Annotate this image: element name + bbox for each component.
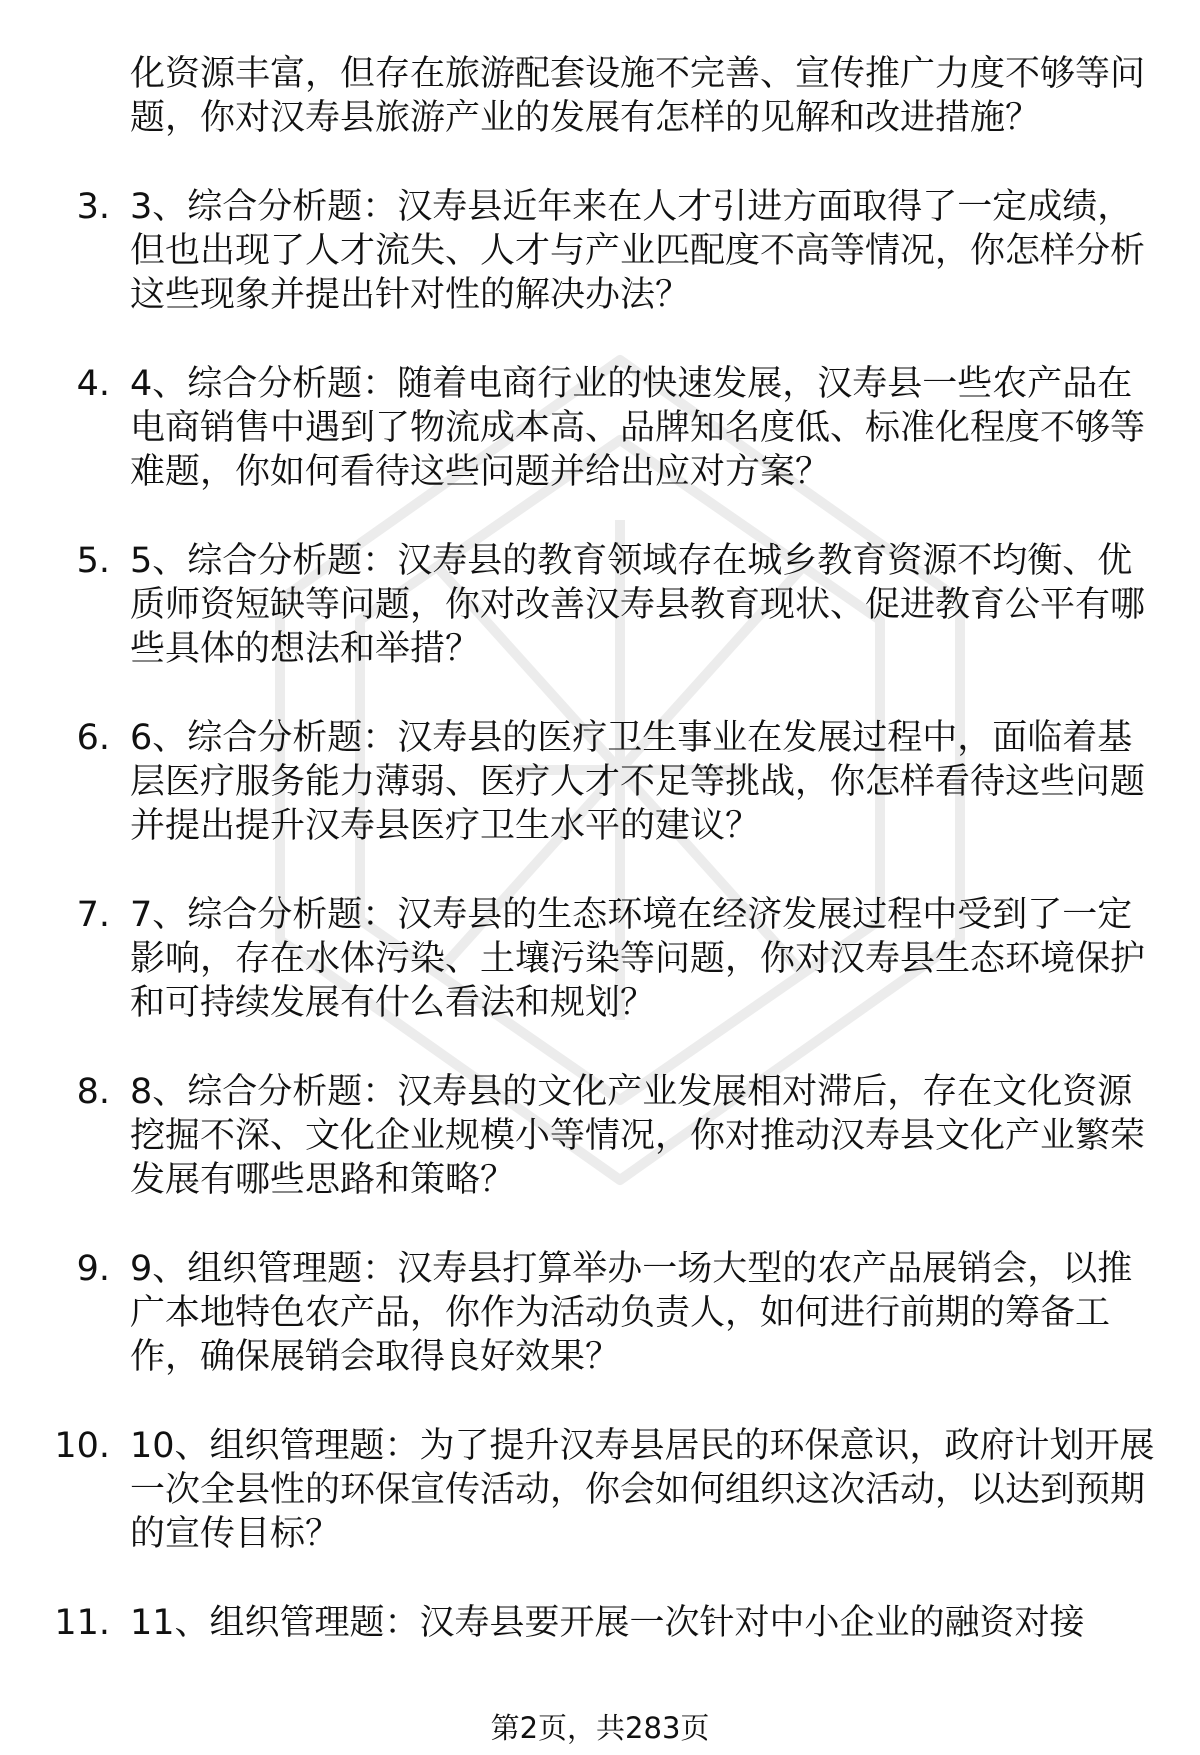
item-text: 7、综合分析题：汉寿县的生态环境在经济发展过程中受到了一定影响，存在水体污染、土壤污染等问题，你对汉寿县生态环境保护和可持续发展有什么看法和规划？ bbox=[130, 895, 1146, 1023]
list-item bbox=[0, 539, 1200, 671]
item-text: 化资源丰富，但存在旅游配套设施不完善、宣传推广力度不够等问题，你对汉寿县旅游产业的发展有怎样的见解和改进措施？ bbox=[130, 54, 1146, 138]
item-number: 3. bbox=[76, 187, 110, 227]
page-footer: 第2页，共283页 bbox=[490, 1711, 710, 1745]
item-text: 11、组织管理题：汉寿县要开展一次针对中小企业的融资对接 bbox=[130, 1603, 1085, 1643]
item-text: 3、综合分析题：汉寿县近年来在人才引进方面取得了一定成绩，但也出现了人才流失、人才与产业匹配度不高等情况，你怎样分析这些现象并提出针对性的解决办法？ bbox=[130, 187, 1146, 315]
item-number: 5. bbox=[76, 541, 110, 581]
question-list bbox=[0, 52, 1200, 1690]
list-item bbox=[0, 185, 1200, 317]
list-item bbox=[0, 362, 1200, 494]
list-item bbox=[0, 716, 1200, 848]
item-number: 7. bbox=[76, 895, 110, 935]
item-number: 9. bbox=[76, 1249, 110, 1289]
item-text: 10、组织管理题：为了提升汉寿县居民的环保意识，政府计划开展一次全县性的环保宣传活动，你会如何组织这次活动，以达到预期的宣传目标？ bbox=[130, 1426, 1155, 1554]
item-number: 8. bbox=[76, 1072, 110, 1112]
list-item bbox=[0, 1070, 1200, 1202]
list-item bbox=[0, 1247, 1200, 1379]
item-text: 5、综合分析题：汉寿县的教育领域存在城乡教育资源不均衡、优质师资短缺等问题，你对改善汉寿县教育现状、促进教育公平有哪些具体的想法和举措？ bbox=[130, 541, 1146, 669]
item-number: 6. bbox=[76, 718, 110, 758]
item-text: 9、组织管理题：汉寿县打算举办一场大型的农产品展销会，以推广本地特色农产品，你作为活动负责人，如何进行前期的筹备工作，确保展销会取得良好效果？ bbox=[130, 1249, 1133, 1377]
list-item bbox=[0, 1601, 1200, 1645]
item-text: 8、综合分析题：汉寿县的文化产业发展相对滞后，存在文化资源挖掘不深、文化企业规模小等情况，你对推动汉寿县文化产业繁荣发展有哪些思路和策略？ bbox=[130, 1072, 1146, 1200]
list-item bbox=[0, 1424, 1200, 1556]
list-item-continuation bbox=[0, 52, 1200, 140]
item-number: 11. bbox=[54, 1603, 110, 1643]
item-text: 4、综合分析题：随着电商行业的快速发展，汉寿县一些农产品在电商销售中遇到了物流成本高、品牌知名度低、标准化程度不够等难题，你如何看待这些问题并给出应对方案？ bbox=[130, 364, 1146, 492]
item-text: 6、综合分析题：汉寿县的医疗卫生事业在发展过程中，面临着基层医疗服务能力薄弱、医疗人才不足等挑战，你怎样看待这些问题并提出提升汉寿县医疗卫生水平的建议？ bbox=[130, 718, 1146, 846]
list-item bbox=[0, 893, 1200, 1025]
item-number: 4. bbox=[76, 364, 110, 404]
item-number: 10. bbox=[54, 1426, 110, 1466]
